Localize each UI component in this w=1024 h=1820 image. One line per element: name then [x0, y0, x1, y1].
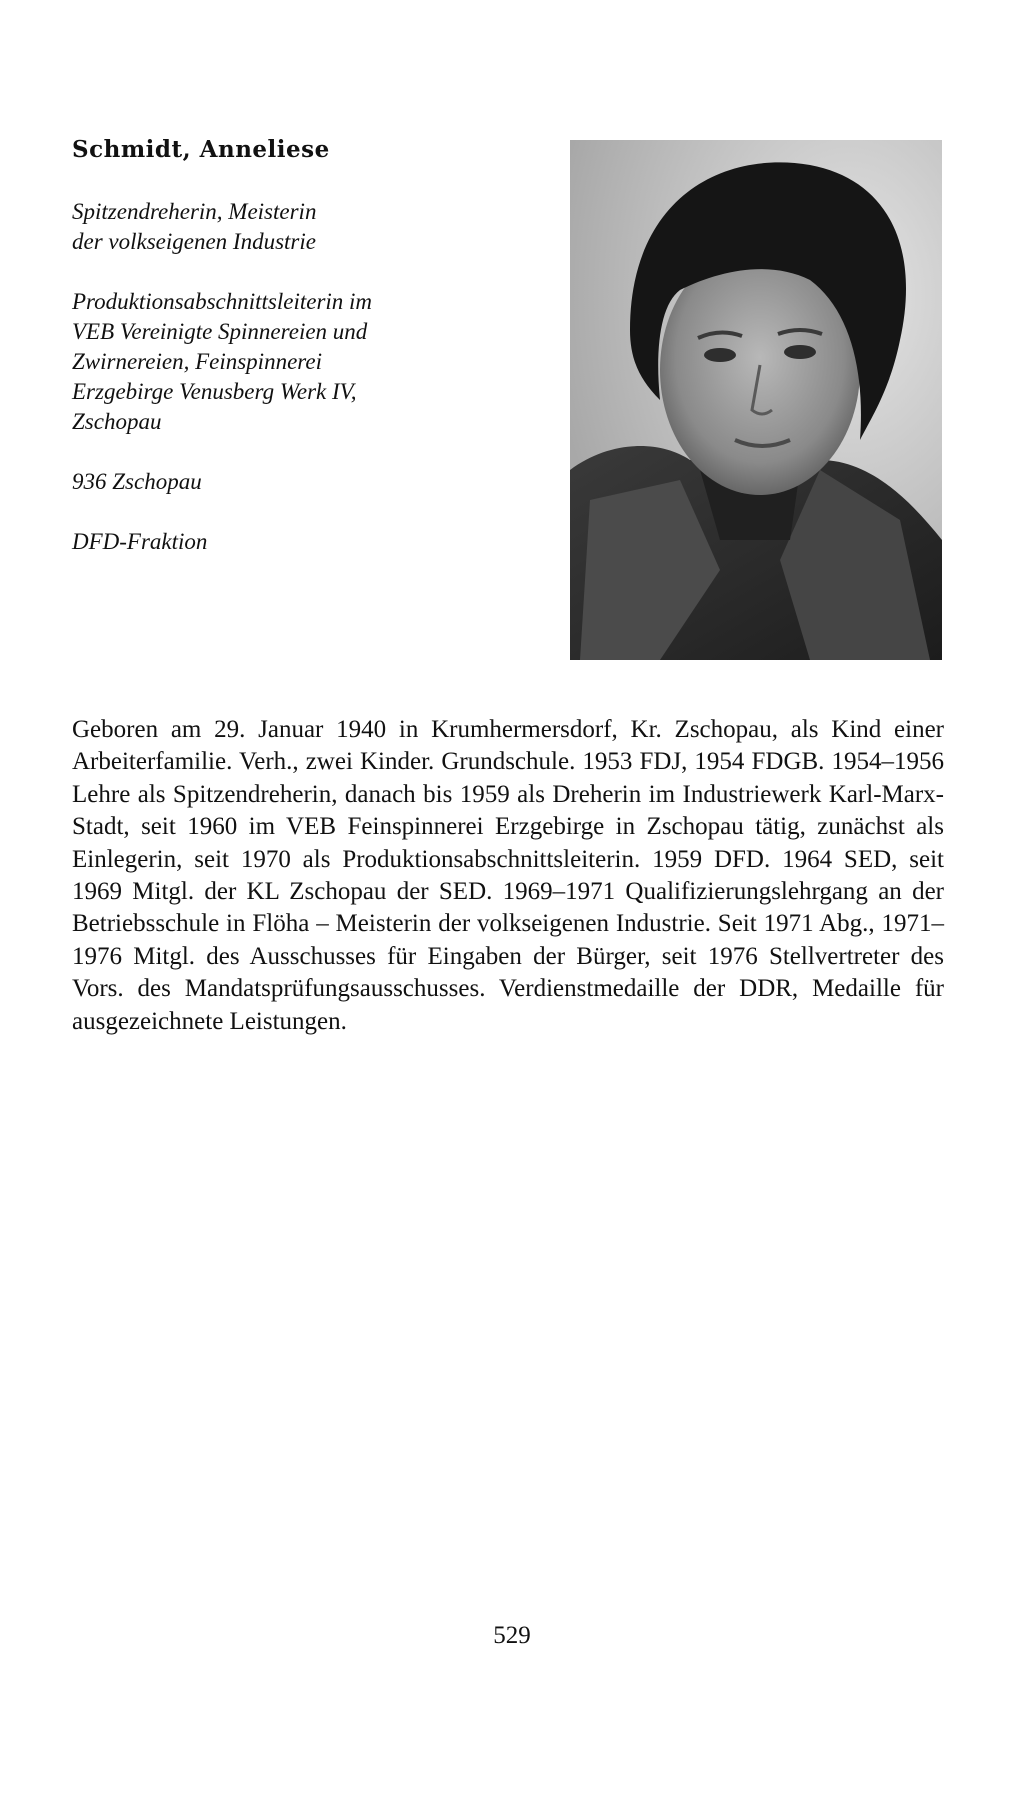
- position-line: Erzgebirge Venusberg Werk IV,: [72, 379, 357, 404]
- page-number: 529: [493, 1622, 531, 1649]
- profession-line: Spitzendreherin, Meisterin: [72, 199, 317, 224]
- position-line: Produktionsabschnittsleiterin im: [72, 289, 373, 314]
- biography-text: Geboren am 29. Januar 1940 in Krumhermersdorf, Kr. Zschopau, als Kind einer Arbeiterfamilie. Verh., zwei Kinder. Grundschule. 1953 FDJ, 1954 FDGB. 1954–1956 Lehre als Spitzendreherin, danach bis 1959 als Dreherin im Industriewerk Karl-Marx-Stadt, seit 1960 im VEB Feinspinnerei Erzgebirge in Zschopau tätig, zunächst als Einlegerin, seit 1970 als Produktionsabschnittsleiterin. 1959 DFD. 1964 SED, seit 1969 Mitgl. der KL Zschopau der SED. 1969–1971 Qualifizierungslehrgang an der Betriebsschule in Flöha – Meisterin der volkseigenen Industrie. Seit 1971 Abg., 1971–1976 Mitgl. des Ausschusses für Eingaben der Bürger, seit 1976 Stellvertreter des Vors. des Mandatsprüfungsausschusses. Verdienstmedaille der DDR, Medaille für ausgezeichnete Leistungen.: [72, 716, 944, 1035]
- portrait-photo: [570, 140, 942, 660]
- position-line: Zschopau: [72, 409, 162, 434]
- position-line: Zwirnereien, Feinspinnerei: [72, 349, 322, 374]
- entry-header: [72, 136, 542, 587]
- profession-block: [72, 197, 542, 257]
- faction-block: [72, 527, 542, 557]
- position-block: [72, 287, 542, 437]
- address-block: [72, 467, 542, 497]
- address: 936 Zschopau: [72, 469, 202, 494]
- portrait-illustration: [570, 140, 942, 660]
- faction: DFD-Fraktion: [72, 529, 208, 554]
- position-line: VEB Vereinigte Spinnereien und: [72, 319, 368, 344]
- profession-line: der volkseigenen Industrie: [72, 229, 316, 254]
- person-name: Schmidt, Anneliese: [72, 136, 330, 163]
